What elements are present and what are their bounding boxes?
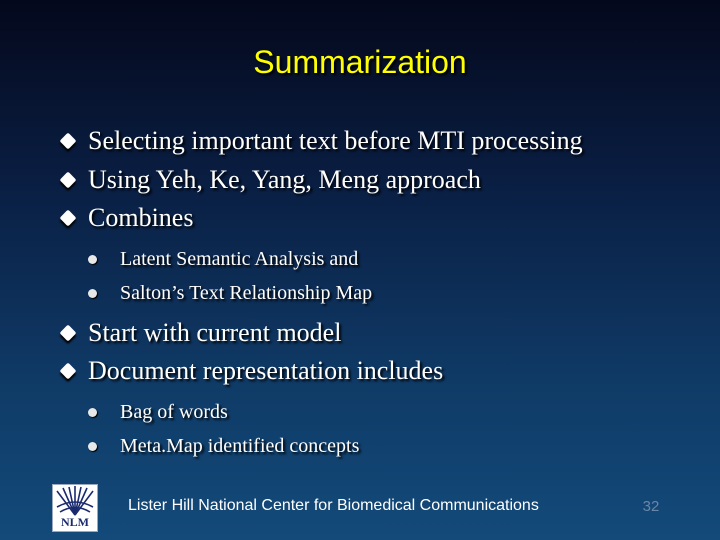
nlm-logo (52, 484, 98, 532)
logo-text: NLM (61, 515, 89, 529)
bullet-item (56, 199, 696, 238)
bullet-item (56, 352, 696, 391)
bullet-item (56, 161, 696, 200)
sub-bullet-item (56, 429, 696, 463)
diamond-bullet-icon (60, 324, 77, 341)
sub-bullet-text: Latent Semantic Analysis and (120, 247, 359, 270)
slide-title: Summarization (253, 44, 467, 80)
bullet-text: Start with current model (88, 317, 342, 347)
bullet-item (56, 314, 696, 353)
dot-bullet-icon (88, 255, 97, 264)
sub-bullet-item (56, 395, 696, 429)
bullet-text: Using Yeh, Ke, Yang, Meng approach (88, 164, 481, 194)
slide-content (56, 122, 696, 463)
diamond-bullet-icon (60, 210, 77, 227)
nlm-emblem-icon (53, 485, 97, 519)
bullet-text: Selecting important text before MTI processing (88, 126, 583, 155)
bullet-text: Document representation includes (88, 356, 444, 385)
sub-bullet-text: Salton’s Text Relationship Map (120, 281, 373, 304)
sub-bullet-item (56, 242, 696, 276)
diamond-bullet-icon (60, 171, 77, 188)
sub-bullet-item (56, 276, 696, 310)
page-number: 32 (642, 498, 660, 515)
diamond-bullet-icon (60, 133, 77, 150)
footer-text: Lister Hill National Center for Biomedical Communications (128, 497, 539, 514)
bullet-item (56, 122, 696, 161)
dot-bullet-icon (88, 408, 97, 417)
dot-bullet-icon (88, 442, 97, 451)
dot-bullet-icon (88, 289, 97, 298)
sub-bullet-text: Bag of words (120, 400, 228, 423)
bullet-text: Combines (88, 203, 194, 232)
sub-bullet-text: Meta.Map identified concepts (120, 434, 360, 457)
diamond-bullet-icon (60, 363, 77, 380)
